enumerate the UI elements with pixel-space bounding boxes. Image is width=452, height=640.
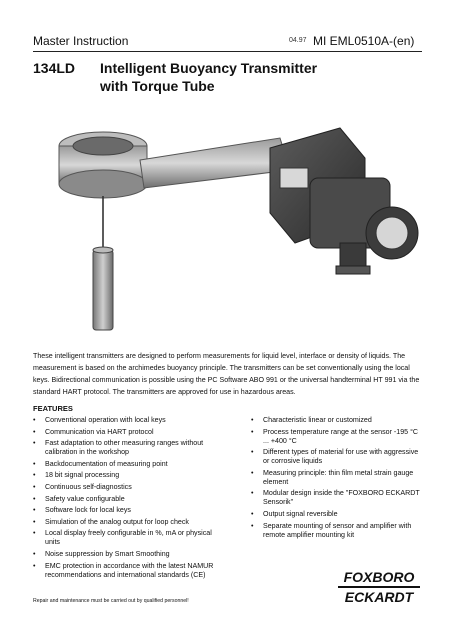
feature-item: • EMC protection in accordance with the latest NAMUR recommendations and international standards (CE) <box>33 561 214 579</box>
product-title-line1: Intelligent Buoyancy Transmitter <box>100 60 318 76</box>
feature-item: • Software lock for local keys <box>33 506 131 515</box>
feature-item: • Process temperature range at the sensor -195 °C ... +400 °C <box>251 427 419 445</box>
maintenance-footnote: Repair and maintenance must be carried out by qualified personnel! <box>33 598 189 604</box>
features-list-right <box>251 416 423 542</box>
intro-paragraph: These intelligent transmitters are designed to perform measurements for liquid level, interface or density of liquids. The measurement is based on the archimedes buoyancy principle. The transmitters can be set conventionally using the local keys. Bidirectional communication is possible using the PC Software ABO 991 or the universal handterminal HT 991 via the standard HART protocol. The transmitters are approved for use in hazardous areas. <box>33 352 420 396</box>
product-title-line2: with Torque Tube <box>100 78 215 94</box>
features-heading: FEATURES <box>33 404 73 413</box>
header-doc-id: MI EML0510A-(en) <box>313 34 415 48</box>
foxboro-eckardt-logo <box>334 566 424 608</box>
feature-item: • Separate mounting of sensor and amplifier with remote amplifier mounting kit <box>251 521 412 539</box>
feature-item: • Safety value configurable <box>33 494 125 503</box>
feature-item: • 18 bit signal processing <box>33 471 120 480</box>
logo-line1: FOXBORO <box>343 569 415 585</box>
feature-item: • Continuous self-diagnostics <box>33 482 132 491</box>
feature-item: • Local display freely configurable in %, mA or physical units <box>33 529 212 547</box>
feature-item: • Backdocumentation of measuring point <box>33 459 168 468</box>
features-list-left <box>33 416 223 582</box>
feature-item: • Noise suppression by Smart Smoothing <box>33 549 170 558</box>
feature-item: • Characteristic linear or customized <box>251 416 372 424</box>
header-rule <box>33 51 422 52</box>
logo-line2: ECKARDT <box>344 589 414 605</box>
header-date: 04.97 <box>289 37 307 44</box>
feature-item: • Simulation of the analog output for loop check <box>33 517 189 526</box>
header-title: Master Instruction <box>33 34 129 48</box>
feature-item: • Fast adaptation to other measuring ranges without calibration in the workshop <box>33 439 204 457</box>
model-number: 134LD <box>33 60 76 76</box>
feature-item: • Modular design inside the "FOXBORO ECKARDT Sensorik" <box>251 489 420 507</box>
feature-item: • Measuring principle: thin film metal strain gauge element <box>251 468 414 486</box>
feature-item: • Output signal reversible <box>251 509 338 518</box>
feature-item: • Conventional operation with local keys <box>33 416 166 424</box>
feature-item: • Communication via HART protocol <box>33 427 154 436</box>
transmitter-photo <box>40 108 430 338</box>
feature-item: • Different types of material for use with aggressive or corrosive liquids <box>251 448 419 466</box>
